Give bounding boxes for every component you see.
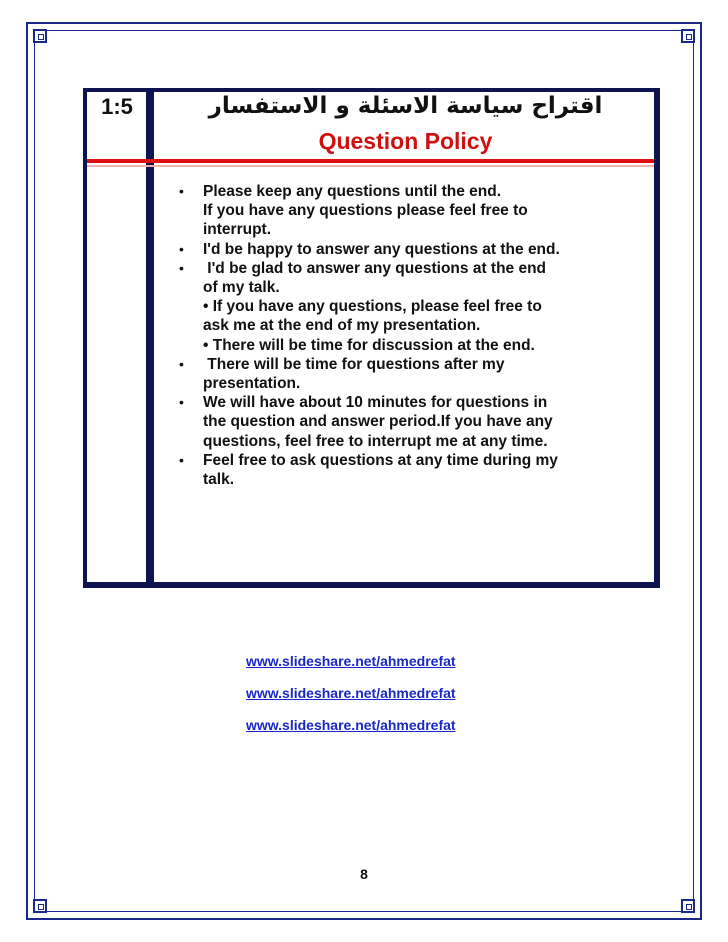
bullet-line: Please keep any questions until the end. — [203, 183, 502, 200]
title-underline — [87, 159, 654, 163]
link-list — [246, 651, 456, 747]
bullet-item — [173, 259, 649, 355]
bullet-line: questions, feel free to interrupt me at any time. — [203, 432, 548, 450]
bullet-line: interrupt. — [203, 221, 272, 239]
bullet-list — [173, 182, 649, 489]
bullet-line: talk. — [203, 471, 235, 489]
bullet-line: Feel free to ask questions at any time during my — [203, 451, 558, 469]
bullet-line: There will be time for questions after my — [203, 355, 505, 373]
bullet-marker: • — [179, 394, 184, 411]
slideshare-link[interactable]: www.slideshare.net/ahmedrefat — [246, 653, 456, 669]
slideshare-link[interactable]: www.slideshare.net/ahmedrefat — [246, 717, 456, 733]
bullet-line: • If you have any questions, please feel free to — [203, 298, 542, 316]
bullet-marker: • — [179, 183, 184, 199]
bullet-marker: • — [179, 355, 184, 372]
slideshare-link[interactable]: www.slideshare.net/ahmedrefat — [246, 685, 456, 701]
bullet-item — [173, 451, 649, 489]
english-title: Question Policy — [318, 128, 493, 154]
bullet-item — [173, 182, 649, 240]
slide-number: 1:5 — [101, 94, 133, 119]
bullet-item — [173, 393, 649, 451]
slide-box — [83, 88, 660, 588]
page-number: 8 — [360, 866, 368, 882]
bullet-line: If you have any questions please feel free to — [203, 202, 528, 220]
bullet-line: the question and answer period.If you have any — [203, 413, 553, 431]
bullet-line: I'd be glad to answer any questions at the end — [203, 259, 547, 277]
bullet-line: We will have about 10 minutes for questions in — [203, 394, 548, 412]
bullet-item — [173, 355, 649, 393]
corner-ornament — [33, 29, 47, 43]
bullet-line: I'd be happy to answer any questions at the end. — [203, 240, 560, 258]
title-underline-shadow — [87, 165, 654, 167]
bullet-line: of my talk. — [203, 279, 280, 297]
bullet-line: ask me at the end of my presentation. — [203, 317, 481, 335]
bullet-line: • There will be time for discussion at the end. — [203, 336, 535, 354]
bullet-marker: • — [179, 451, 184, 468]
bullet-marker: • — [179, 259, 184, 276]
bullet-item — [173, 240, 649, 259]
corner-ornament — [33, 899, 47, 913]
corner-ornament — [681, 29, 695, 43]
bullet-line: presentation. — [203, 375, 301, 393]
corner-ornament — [681, 899, 695, 913]
bullet-marker: • — [179, 240, 184, 257]
column-divider — [146, 88, 154, 588]
arabic-title: اقتراح سياسة الاسئلة و الاستفسار — [208, 93, 603, 119]
